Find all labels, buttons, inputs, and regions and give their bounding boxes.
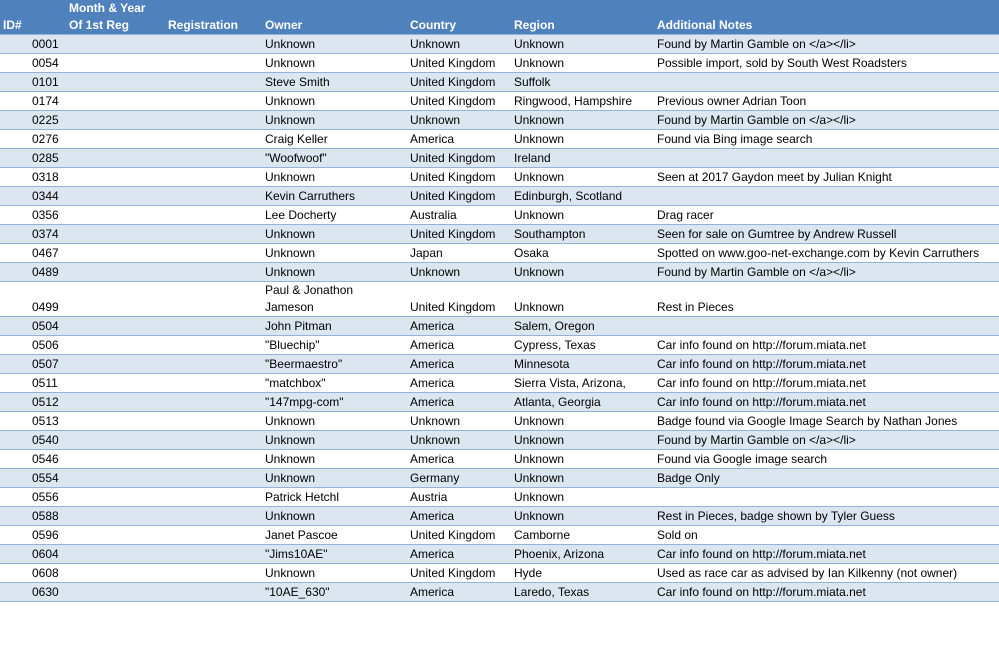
cell-month-year bbox=[66, 35, 165, 54]
cell-month-year bbox=[66, 412, 165, 431]
header-country: Country bbox=[407, 0, 511, 35]
cell-id: 0630 bbox=[0, 583, 66, 602]
cell-region: Ringwood, Hampshire bbox=[511, 92, 654, 111]
cell-region: Camborne bbox=[511, 526, 654, 545]
cell-region: Unknown bbox=[511, 130, 654, 149]
cell-id: 0506 bbox=[0, 336, 66, 355]
cell-registration bbox=[165, 488, 262, 507]
cell-country: America bbox=[407, 450, 511, 469]
cell-month-year bbox=[66, 564, 165, 583]
header-region: Region bbox=[511, 0, 654, 35]
cell-notes bbox=[654, 73, 999, 92]
cell-country: America bbox=[407, 374, 511, 393]
table-row bbox=[0, 583, 999, 602]
cell-country: America bbox=[407, 393, 511, 412]
cell-region: Unknown bbox=[511, 206, 654, 225]
cell-owner: Unknown bbox=[262, 111, 407, 130]
cell-region: Unknown bbox=[511, 450, 654, 469]
cell-id: 0556 bbox=[0, 488, 66, 507]
cell-month-year bbox=[66, 187, 165, 206]
table-row bbox=[0, 225, 999, 244]
table-row bbox=[0, 92, 999, 111]
header-month-line2: Of 1st Reg bbox=[69, 18, 130, 32]
cell-month-year bbox=[66, 450, 165, 469]
cell-notes: Seen for sale on Gumtree by Andrew Russell bbox=[654, 225, 999, 244]
cell-registration bbox=[165, 168, 262, 187]
header-owner: Owner bbox=[262, 0, 407, 35]
table-row bbox=[0, 393, 999, 412]
cell-country: United Kingdom bbox=[407, 92, 511, 111]
table-row bbox=[0, 263, 999, 282]
cell-month-year bbox=[66, 431, 165, 450]
cell-registration bbox=[165, 92, 262, 111]
cell-owner: Unknown bbox=[262, 412, 407, 431]
table-row bbox=[0, 317, 999, 336]
table-row bbox=[0, 564, 999, 583]
cell-registration bbox=[165, 412, 262, 431]
cell-region: Unknown bbox=[511, 431, 654, 450]
cell-id: 0489 bbox=[0, 263, 66, 282]
cell-registration bbox=[165, 355, 262, 374]
cell-month-year bbox=[66, 92, 165, 111]
cell-month-year bbox=[66, 317, 165, 336]
cell-region: Southampton bbox=[511, 225, 654, 244]
cell-notes: Sold on bbox=[654, 526, 999, 545]
cell-owner: Unknown bbox=[262, 244, 407, 263]
cell-owner: Craig Keller bbox=[262, 130, 407, 149]
table-row bbox=[0, 374, 999, 393]
cell-country: Japan bbox=[407, 244, 511, 263]
cell-month-year bbox=[66, 545, 165, 564]
cell-registration bbox=[165, 564, 262, 583]
cell-country: Austria bbox=[407, 488, 511, 507]
cell-registration bbox=[165, 374, 262, 393]
cell-id: 0546 bbox=[0, 450, 66, 469]
cell-country: Germany bbox=[407, 469, 511, 488]
cell-id: 0374 bbox=[0, 225, 66, 244]
cell-owner: Unknown bbox=[262, 168, 407, 187]
cell-registration bbox=[165, 317, 262, 336]
cell-region: Unknown bbox=[511, 111, 654, 130]
cell-country: Australia bbox=[407, 206, 511, 225]
cell-registration bbox=[165, 526, 262, 545]
cell-country: United Kingdom bbox=[407, 54, 511, 73]
table-row bbox=[0, 54, 999, 73]
cell-country: United Kingdom bbox=[407, 187, 511, 206]
cell-id: 0285 bbox=[0, 149, 66, 168]
cell-country: United Kingdom bbox=[407, 149, 511, 168]
cell-notes: Car info found on http://forum.miata.net bbox=[654, 583, 999, 602]
cell-month-year bbox=[66, 225, 165, 244]
cell-id: 0225 bbox=[0, 111, 66, 130]
table-row bbox=[0, 187, 999, 206]
table-row bbox=[0, 507, 999, 526]
cell-id: 0174 bbox=[0, 92, 66, 111]
cell-month-year bbox=[66, 73, 165, 92]
cell-owner: Patrick Hetchl bbox=[262, 488, 407, 507]
cell-id: 0511 bbox=[0, 374, 66, 393]
cell-id: 0540 bbox=[0, 431, 66, 450]
cell-id: 0344 bbox=[0, 187, 66, 206]
cell-notes: Used as race car as advised by Ian Kilkenny (not owner) bbox=[654, 564, 999, 583]
cell-region: Unknown bbox=[511, 507, 654, 526]
cell-notes: Spotted on www.goo-net-exchange.com by Kevin Carruthers bbox=[654, 244, 999, 263]
cell-month-year bbox=[66, 244, 165, 263]
table-row bbox=[0, 450, 999, 469]
cell-notes bbox=[654, 149, 999, 168]
cell-month-year bbox=[66, 168, 165, 187]
cell-region: Hyde bbox=[511, 564, 654, 583]
cell-owner: Kevin Carruthers bbox=[262, 187, 407, 206]
cell-country: America bbox=[407, 355, 511, 374]
table-row bbox=[0, 206, 999, 225]
cell-id: 0604 bbox=[0, 545, 66, 564]
cell-month-year bbox=[66, 111, 165, 130]
cell-owner: Unknown bbox=[262, 35, 407, 54]
cell-country: Unknown bbox=[407, 412, 511, 431]
cell-registration bbox=[165, 393, 262, 412]
cell-owner: Janet Pascoe bbox=[262, 526, 407, 545]
header-notes: Additional Notes bbox=[654, 0, 999, 35]
cell-id: 0467 bbox=[0, 244, 66, 263]
cell-country: United Kingdom bbox=[407, 225, 511, 244]
cell-owner: Lee Docherty bbox=[262, 206, 407, 225]
cell-country: United Kingdom bbox=[407, 564, 511, 583]
cell-notes: Found via Google image search bbox=[654, 450, 999, 469]
cell-notes: Car info found on http://forum.miata.net bbox=[654, 355, 999, 374]
cell-country: America bbox=[407, 317, 511, 336]
cell-registration bbox=[165, 111, 262, 130]
cell-id: 0512 bbox=[0, 393, 66, 412]
cell-id: 0356 bbox=[0, 206, 66, 225]
cell-month-year bbox=[66, 507, 165, 526]
cell-country: America bbox=[407, 583, 511, 602]
cell-registration bbox=[165, 583, 262, 602]
table-row bbox=[0, 149, 999, 168]
cell-notes: Car info found on http://forum.miata.net bbox=[654, 393, 999, 412]
table-row bbox=[0, 355, 999, 374]
cell-country: Unknown bbox=[407, 431, 511, 450]
cell-owner: Unknown bbox=[262, 54, 407, 73]
cell-notes bbox=[654, 488, 999, 507]
cell-id: 0513 bbox=[0, 412, 66, 431]
cell-id: 0588 bbox=[0, 507, 66, 526]
cell-id: 0101 bbox=[0, 73, 66, 92]
cell-owner: Unknown bbox=[262, 507, 407, 526]
cell-id: 0054 bbox=[0, 54, 66, 73]
cell-notes: Previous owner Adrian Toon bbox=[654, 92, 999, 111]
cell-region: Sierra Vista, Arizona, bbox=[511, 374, 654, 393]
cell-country: United Kingdom bbox=[407, 168, 511, 187]
cell-registration bbox=[165, 263, 262, 282]
cell-country: Unknown bbox=[407, 35, 511, 54]
cell-registration bbox=[165, 244, 262, 263]
cell-registration bbox=[165, 54, 262, 73]
cell-month-year bbox=[66, 54, 165, 73]
cell-id: 0507 bbox=[0, 355, 66, 374]
header-id: ID# bbox=[0, 0, 66, 35]
cell-country: America bbox=[407, 507, 511, 526]
cell-notes bbox=[654, 317, 999, 336]
cell-country: America bbox=[407, 545, 511, 564]
cell-notes: Badge Only bbox=[654, 469, 999, 488]
cell-month-year bbox=[66, 469, 165, 488]
cell-month-year bbox=[66, 263, 165, 282]
table-header bbox=[0, 0, 999, 35]
cell-owner: "Woofwoof" bbox=[262, 149, 407, 168]
cell-id: 0001 bbox=[0, 35, 66, 54]
table-row bbox=[0, 282, 999, 317]
cell-registration bbox=[165, 431, 262, 450]
table-row bbox=[0, 412, 999, 431]
cell-registration bbox=[165, 469, 262, 488]
cell-region: Osaka bbox=[511, 244, 654, 263]
cell-registration bbox=[165, 187, 262, 206]
table-row bbox=[0, 526, 999, 545]
cell-region: Unknown bbox=[511, 412, 654, 431]
cell-region: Unknown bbox=[511, 282, 654, 317]
cell-month-year bbox=[66, 282, 165, 317]
cell-registration bbox=[165, 206, 262, 225]
table-row bbox=[0, 431, 999, 450]
cell-registration bbox=[165, 35, 262, 54]
cell-region: Suffolk bbox=[511, 73, 654, 92]
table-row bbox=[0, 35, 999, 54]
cell-region: Cypress, Texas bbox=[511, 336, 654, 355]
cell-region: Laredo, Texas bbox=[511, 583, 654, 602]
cell-notes: Found by Martin Gamble on </a></li> bbox=[654, 35, 999, 54]
cell-id: 0504 bbox=[0, 317, 66, 336]
cell-region: Unknown bbox=[511, 54, 654, 73]
cell-id: 0276 bbox=[0, 130, 66, 149]
cell-country: America bbox=[407, 336, 511, 355]
cell-notes: Badge found via Google Image Search by Nathan Jones bbox=[654, 412, 999, 431]
cell-region: Unknown bbox=[511, 168, 654, 187]
cell-country: Unknown bbox=[407, 263, 511, 282]
cell-month-year bbox=[66, 583, 165, 602]
cell-region: Atlanta, Georgia bbox=[511, 393, 654, 412]
cell-region: Unknown bbox=[511, 488, 654, 507]
cell-notes: Drag racer bbox=[654, 206, 999, 225]
cell-region: Unknown bbox=[511, 263, 654, 282]
cell-owner: "matchbox" bbox=[262, 374, 407, 393]
cell-owner: "10AE_630" bbox=[262, 583, 407, 602]
cell-notes bbox=[654, 187, 999, 206]
cell-registration bbox=[165, 149, 262, 168]
cell-notes: Rest in Pieces, badge shown by Tyler Guess bbox=[654, 507, 999, 526]
cell-country: America bbox=[407, 130, 511, 149]
cell-notes: Found via Bing image search bbox=[654, 130, 999, 149]
cell-month-year bbox=[66, 206, 165, 225]
cell-region: Minnesota bbox=[511, 355, 654, 374]
header-row bbox=[0, 0, 999, 35]
table-row bbox=[0, 73, 999, 92]
cell-registration bbox=[165, 545, 262, 564]
cell-month-year bbox=[66, 149, 165, 168]
cell-month-year bbox=[66, 488, 165, 507]
cell-region: Edinburgh, Scotland bbox=[511, 187, 654, 206]
cell-owner: Unknown bbox=[262, 225, 407, 244]
cell-month-year bbox=[66, 336, 165, 355]
cell-notes: Car info found on http://forum.miata.net bbox=[654, 545, 999, 564]
cell-owner: Unknown bbox=[262, 450, 407, 469]
cell-registration bbox=[165, 336, 262, 355]
table-row bbox=[0, 244, 999, 263]
cell-registration bbox=[165, 73, 262, 92]
cell-id: 0499 bbox=[0, 282, 66, 317]
header-month-line1: Month & Year bbox=[69, 1, 146, 15]
cell-notes: Found by Martin Gamble on </a></li> bbox=[654, 431, 999, 450]
cell-region: Unknown bbox=[511, 469, 654, 488]
cell-notes: Rest in Pieces bbox=[654, 282, 999, 317]
cell-country: Unknown bbox=[407, 111, 511, 130]
cell-country: United Kingdom bbox=[407, 73, 511, 92]
table-row bbox=[0, 111, 999, 130]
table-body bbox=[0, 35, 999, 602]
cell-month-year bbox=[66, 355, 165, 374]
cell-owner: Unknown bbox=[262, 469, 407, 488]
cell-owner: "Bluechip" bbox=[262, 336, 407, 355]
cell-region: Unknown bbox=[511, 35, 654, 54]
table-row bbox=[0, 545, 999, 564]
cell-month-year bbox=[66, 374, 165, 393]
table-row bbox=[0, 336, 999, 355]
cell-owner: Steve Smith bbox=[262, 73, 407, 92]
cell-registration bbox=[165, 225, 262, 244]
cell-country: United Kingdom bbox=[407, 526, 511, 545]
cell-region: Salem, Oregon bbox=[511, 317, 654, 336]
table-row bbox=[0, 469, 999, 488]
cell-region: Ireland bbox=[511, 149, 654, 168]
cell-registration bbox=[165, 130, 262, 149]
header-registration: Registration bbox=[165, 0, 262, 35]
table-row bbox=[0, 488, 999, 507]
cell-registration bbox=[165, 507, 262, 526]
cell-owner: "Beermaestro" bbox=[262, 355, 407, 374]
cell-owner: "Jims10AE" bbox=[262, 545, 407, 564]
cell-month-year bbox=[66, 526, 165, 545]
cell-id: 0318 bbox=[0, 168, 66, 187]
table-row bbox=[0, 130, 999, 149]
cell-registration bbox=[165, 282, 262, 317]
cell-owner: John Pitman bbox=[262, 317, 407, 336]
table-row bbox=[0, 168, 999, 187]
cell-owner: Unknown bbox=[262, 431, 407, 450]
cell-id: 0554 bbox=[0, 469, 66, 488]
cell-owner: Paul & Jonathon Jameson bbox=[262, 282, 407, 317]
cell-region: Phoenix, Arizona bbox=[511, 545, 654, 564]
cell-country: United Kingdom bbox=[407, 282, 511, 317]
cell-notes: Car info found on http://forum.miata.net bbox=[654, 374, 999, 393]
cell-notes: Seen at 2017 Gaydon meet by Julian Knight bbox=[654, 168, 999, 187]
cell-id: 0608 bbox=[0, 564, 66, 583]
cell-id: 0596 bbox=[0, 526, 66, 545]
cell-notes: Found by Martin Gamble on </a></li> bbox=[654, 111, 999, 130]
cell-owner: Unknown bbox=[262, 263, 407, 282]
header-month-year bbox=[66, 0, 165, 35]
cell-registration bbox=[165, 450, 262, 469]
cell-notes: Possible import, sold by South West Roadsters bbox=[654, 54, 999, 73]
cell-month-year bbox=[66, 393, 165, 412]
cell-notes: Car info found on http://forum.miata.net bbox=[654, 336, 999, 355]
cell-notes: Found by Martin Gamble on </a></li> bbox=[654, 263, 999, 282]
cell-owner: Unknown bbox=[262, 92, 407, 111]
cell-month-year bbox=[66, 130, 165, 149]
cell-owner: Unknown bbox=[262, 564, 407, 583]
cell-owner: "147mpg-com" bbox=[262, 393, 407, 412]
